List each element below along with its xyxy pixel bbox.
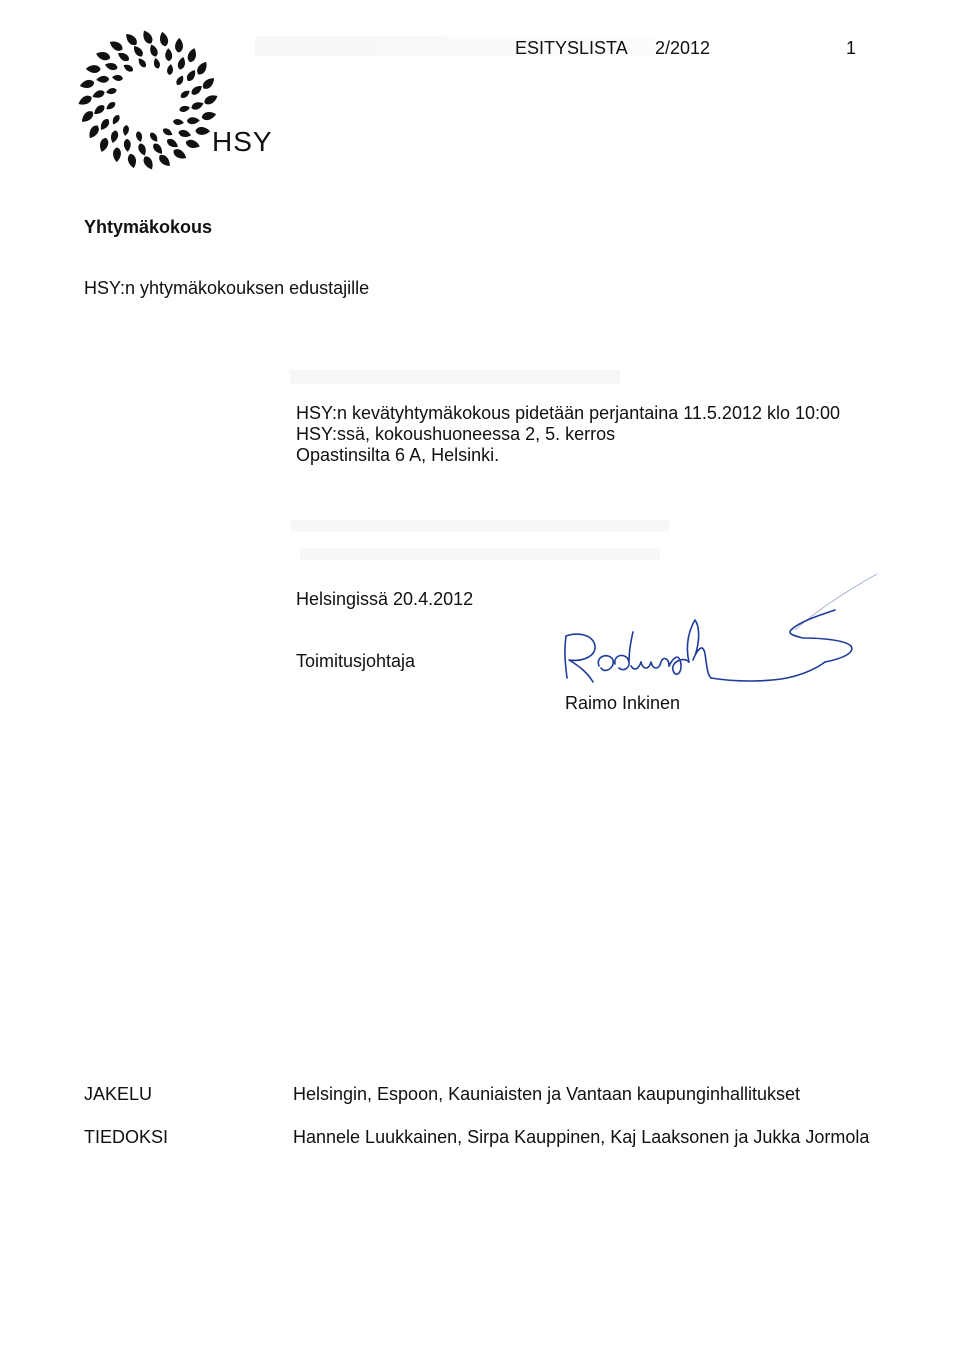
place-date: Helsingissä 20.4.2012 xyxy=(296,589,474,609)
cc-value: Hannele Luukkainen, Sirpa Kauppinen, Kaj Laaksonen ja Jukka Jormola xyxy=(293,1127,870,1147)
show-through-strip xyxy=(290,370,620,384)
recipients-line: HSY:n yhtymäkokouksen edustajille xyxy=(84,278,370,298)
distribution-label: JAKELU xyxy=(84,1084,153,1104)
handwritten-signature xyxy=(555,570,885,690)
cc-label: TIEDOKSI xyxy=(84,1127,169,1147)
signer-name: Raimo Inkinen xyxy=(565,693,681,713)
show-through-strip xyxy=(290,520,670,532)
notice-line: Opastinsilta 6 A, Helsinki. xyxy=(296,445,500,465)
hsy-logo-icon xyxy=(78,30,218,170)
signer-role: Toimitusjohtaja xyxy=(296,651,416,671)
notice-line: HSY:n kevätyhtymäkokous pidetään perjantaina 11.5.2012 klo 10:00 xyxy=(296,403,841,423)
document-number: 2/2012 xyxy=(655,38,711,58)
page-number: 1 xyxy=(846,38,857,58)
notice-line: HSY:ssä, kokoushuoneessa 2, 5. kerros xyxy=(296,424,616,444)
show-through-strip xyxy=(300,548,660,560)
distribution-value: Helsingin, Espoon, Kauniaisten ja Vantaan kaupunginhallitukset xyxy=(293,1084,801,1104)
logo-text: HSY xyxy=(212,126,273,157)
document-type: ESITYSLISTA xyxy=(515,38,628,58)
meeting-title: Yhtymäkokous xyxy=(84,217,213,237)
